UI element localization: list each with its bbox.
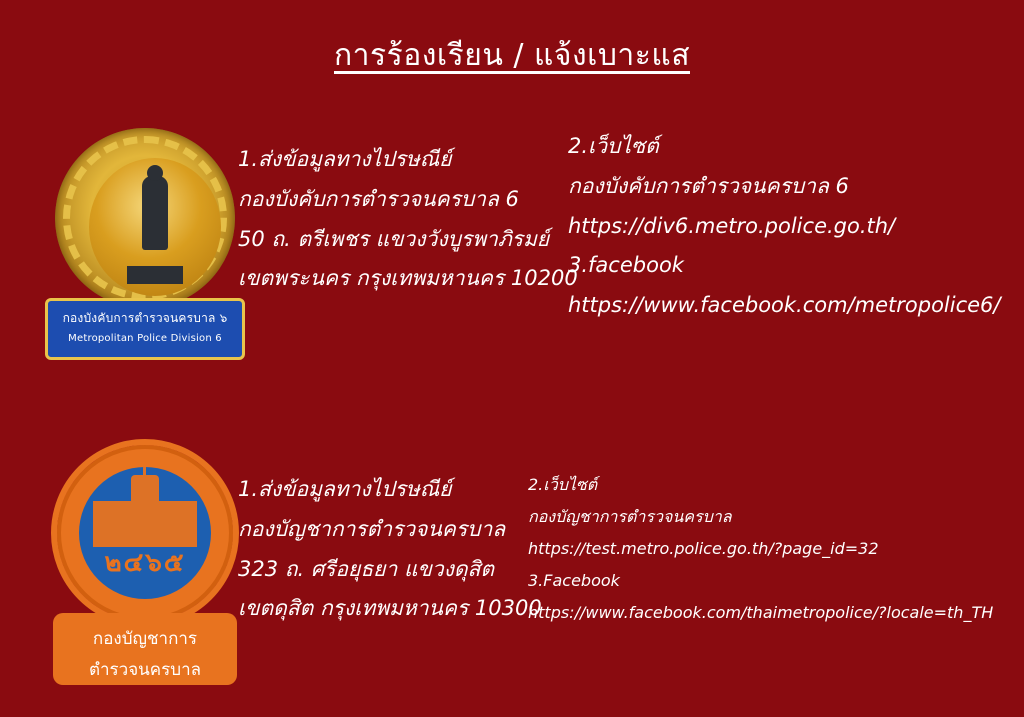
- wreath-icon: [55, 128, 235, 308]
- statue-figure-icon: [142, 176, 168, 250]
- division6-postal-city: เขตพระนคร กรุงเทพมหานคร 10200: [238, 266, 578, 291]
- bureau-online-column: [528, 472, 993, 632]
- emblem-ring-icon: [57, 445, 233, 621]
- page-title: การร้องเรียน / แจ้งเบาะแส: [334, 38, 690, 73]
- division6-facebook-url[interactable]: https://www.facebook.com/metropolice6/: [568, 293, 1001, 318]
- bureau-postal-city: เขตดุสิต กรุงเทพมหานคร 10300: [238, 596, 542, 621]
- bureau-website-org: กองบัญชาการตำรวจนครบาล: [528, 506, 732, 526]
- division6-postal-street: 50 ถ. ตรีเพชร แขวงวังบูรพาภิรมย์: [238, 226, 550, 251]
- bureau-emblem: [45, 445, 245, 695]
- bureau-nameplate-line2: ตำรวจนครบาล: [88, 660, 202, 680]
- bureau-facebook-url[interactable]: https://www.facebook.com/thaimetropolice/?locale=th_TH: [528, 602, 994, 622]
- division6-website-org: กองบังคับการตำรวจนครบาล 6: [568, 173, 849, 198]
- bureau-postal-heading: 1.ส่งข้อมูลทางไปรษณีย์: [238, 477, 452, 501]
- bureau-website-heading: 2.เว็บไซต์: [528, 475, 598, 494]
- building-icon: [93, 501, 197, 547]
- bureau-facebook-heading: 3.Facebook: [528, 570, 620, 590]
- statue-medallion-icon: [89, 158, 221, 296]
- division6-nameplate-english: Metropolitan Police Division 6: [68, 333, 222, 344]
- block-bureau: [0, 430, 1024, 690]
- division6-website-url[interactable]: https://div6.metro.police.go.th/: [568, 213, 896, 238]
- division6-emblem: [45, 120, 245, 370]
- division6-postal-heading: 1.ส่งข้อมูลทางไปรษณีย์: [238, 147, 452, 171]
- emblem-disc-icon: [79, 467, 211, 599]
- division6-facebook-heading: 3.facebook: [568, 253, 684, 278]
- bureau-postal-column: [238, 475, 542, 634]
- bureau-nameplate: [53, 613, 237, 685]
- bureau-website-url[interactable]: https://test.metro.police.go.th/?page_id=32: [528, 538, 879, 558]
- division6-nameplate: [45, 298, 245, 360]
- division6-nameplate-thai: กองบังคับการตำรวจนครบาล ๖: [62, 311, 228, 325]
- block-division6: [0, 110, 1024, 370]
- division6-website-heading: 2.เว็บไซต์: [568, 134, 659, 158]
- statue-base-icon: [127, 266, 183, 284]
- bureau-founding-year: ๒๔๖๕: [104, 548, 186, 578]
- bureau-postal-street: 323 ถ. ศรีอยุธยา แขวงดุสิต: [238, 556, 494, 581]
- division6-postal-org: กองบังคับการตำรวจนครบาล 6: [238, 186, 519, 211]
- division6-online-column: [568, 132, 1001, 331]
- bureau-postal-org: กองบัญชาการตำรวจนครบาล: [238, 516, 506, 541]
- bureau-nameplate-line1: กองบัญชาการ: [92, 629, 198, 649]
- division6-postal-column: [238, 145, 578, 304]
